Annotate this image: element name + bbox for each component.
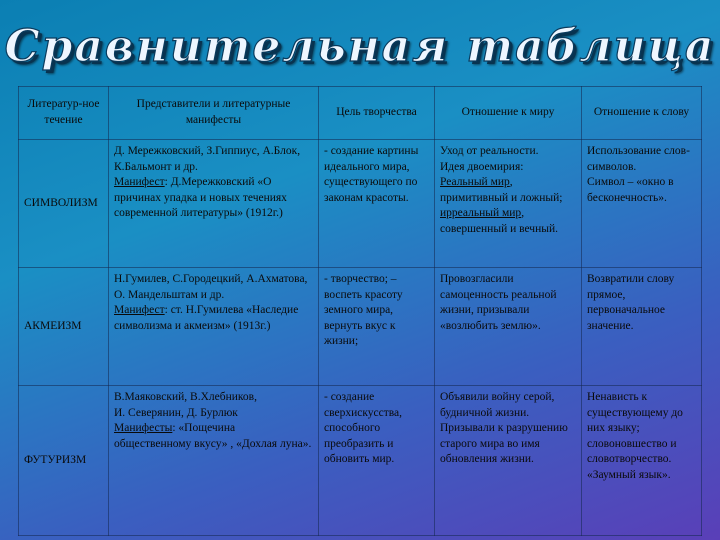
representatives-cell (109, 386, 319, 536)
header-word: Отношение к слову (582, 87, 702, 140)
world-cell: Объявили войну серой, будничной жизни. Призывали к разрушению старого мира во имя обновления жизни. (435, 386, 582, 536)
word-text: Использование слов-символов. (587, 145, 690, 173)
world-cell (435, 140, 582, 268)
page-title: Сравнительная таблица (4, 20, 716, 72)
word-cell: Ненависть к существующему до них языку; словоновшество и словотворчество. «Заумный язык». (582, 386, 702, 536)
word-cell (582, 140, 702, 268)
header-movement: Литератур-ное течение (19, 87, 109, 140)
header-goal: Цель творчества (319, 87, 435, 140)
world-text: , примитивный и ложный; (440, 176, 563, 204)
manifest-label: Манифесты (114, 422, 173, 435)
world-text: Уход от реальности. (440, 145, 539, 157)
representatives-text: Д. Мережковский, З.Гиппиус, А.Блок, К.Бальмонт и др. (114, 145, 301, 173)
representatives-text: И. Северянин, Д. Бурлюк (114, 406, 238, 419)
comparison-table (18, 86, 702, 536)
representatives-cell (109, 140, 319, 268)
table-row (19, 268, 702, 386)
manifest-text: : Д.Мережковский «О причинах упадка и новых течениях современной литературы» (1912г.) (114, 176, 287, 220)
representatives-text: Н.Гумилев, С.Городецкий, А.Ахматова, О. Мандельштам и др. (114, 273, 308, 301)
goal-cell: - создание сверхискусства, способного преобразить и обновить мир. (319, 386, 435, 536)
manifest-label: Манифест (114, 304, 165, 317)
table-row (19, 140, 702, 268)
header-world: Отношение к миру (435, 87, 582, 140)
goal-cell: - создание картины идеального мира, существующего по законам красоты. (319, 140, 435, 268)
manifest-label: Манифест (114, 176, 165, 189)
world-cell: Провозгласили самоценность реальной жизни, призывали «возлюбить землю». (435, 268, 582, 386)
manifest-text: : ст. Н.Гумилева «Наследие символизма и акмеизм» (1913г.) (114, 304, 299, 332)
header-representatives: Представители и литературные манифесты (109, 87, 319, 140)
header-row (19, 87, 702, 140)
world-text: Идея двоемирия: (440, 160, 524, 173)
goal-cell: - творчество; – воспеть красоту земного мира, вернуть вкус к жизни; (319, 268, 435, 386)
movement-cell: АКМЕИЗМ (19, 268, 109, 386)
movement-cell: СИМВОЛИЗМ (19, 140, 109, 268)
world-text: , совершенный и вечный. (440, 207, 558, 235)
representatives-text: В.Маяковский, В.Хлебников, (114, 391, 257, 403)
title-area (0, 8, 720, 84)
movement-cell: ФУТУРИЗМ (19, 386, 109, 536)
representatives-cell (109, 268, 319, 386)
world-text: ирреальный мир (440, 207, 522, 220)
world-text: Реальный мир (440, 176, 510, 189)
manifest-text: : «Пощечина общественному вкусу» , «Дохлая луна». (114, 422, 312, 450)
word-cell: Возвратили слову прямое, первоначальное значение. (582, 268, 702, 386)
table-row (19, 386, 702, 536)
word-text: Символ – «окно в бесконечность». (587, 176, 674, 204)
